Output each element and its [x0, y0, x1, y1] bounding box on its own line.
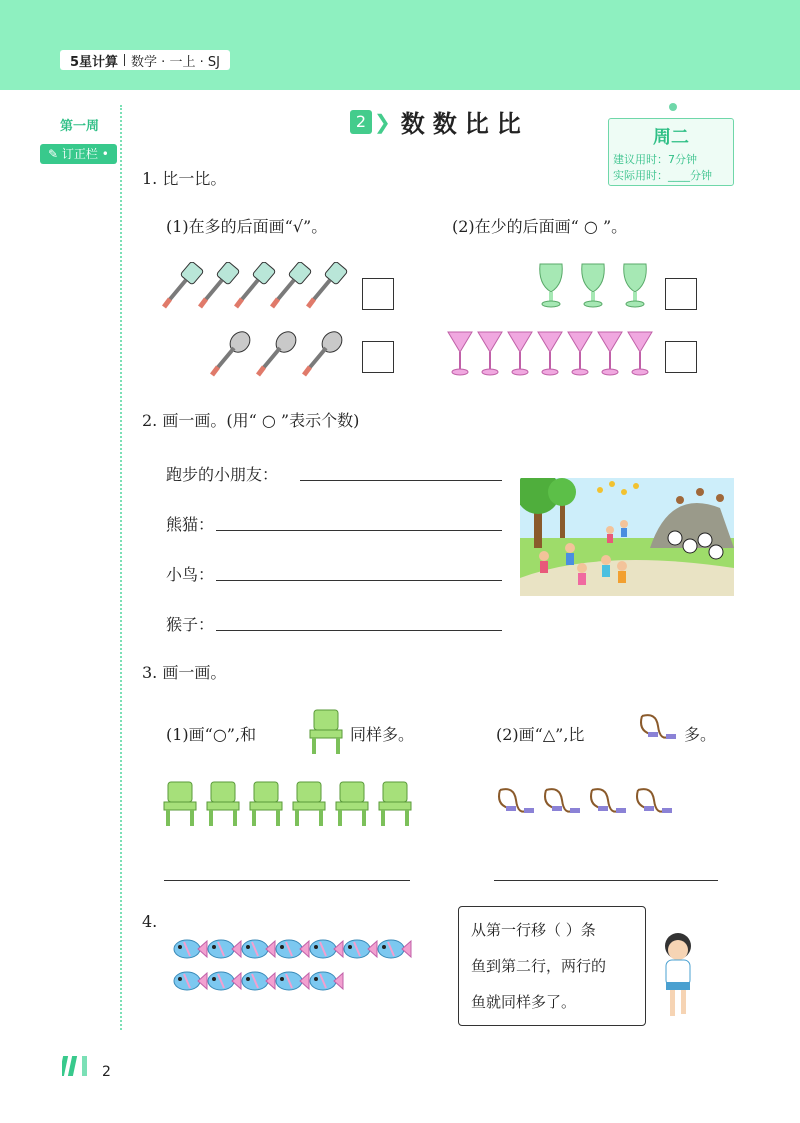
- jump-rope-icon: [494, 786, 536, 824]
- day-card: [608, 118, 734, 186]
- wine-glass-icon: [626, 330, 654, 382]
- q2-label-runners: 跑步的小朋友：: [166, 465, 279, 484]
- goblet-icon: [536, 262, 566, 314]
- fish-icon: [308, 970, 344, 996]
- correction-column-tag: ✎ 订正栏 •: [40, 144, 117, 164]
- fish-icon: [206, 938, 242, 964]
- q2-label-pandas: 熊猫：: [166, 515, 215, 534]
- q2-label-monkeys: 猴子：: [166, 615, 215, 634]
- lesson-number: 2: [350, 110, 372, 134]
- day-label: 周二: [653, 127, 689, 148]
- fish-icon: [274, 938, 310, 964]
- jump-rope-icon: [540, 786, 582, 824]
- answer-box-goblet-2[interactable]: [665, 341, 697, 373]
- q3-part2-before: (2)画“△”,比: [496, 725, 585, 744]
- bubble-line-1: 从第一行移（ ）条: [471, 921, 596, 939]
- wine-glass-icon: [506, 330, 534, 382]
- spoon-icon: [254, 330, 298, 382]
- q1-part1: (1)在多的后面画“√”。: [166, 217, 328, 236]
- chair-icon: [306, 708, 346, 760]
- fish-icon: [172, 970, 208, 996]
- goblet-icon: [578, 262, 608, 314]
- header-band: [0, 0, 800, 90]
- chair-icon: [289, 780, 329, 832]
- chair-icon: [375, 780, 415, 832]
- q3-part1-after: 同样多。: [350, 725, 415, 744]
- chair-icon: [246, 780, 286, 832]
- fish-icon: [308, 938, 344, 964]
- chair-icon: [160, 780, 200, 832]
- lesson-title-text: 数数比比: [400, 109, 529, 138]
- wine-glass-icon: [446, 330, 474, 382]
- answer-line-pandas[interactable]: [216, 530, 502, 531]
- week-label: 第一周: [60, 119, 100, 134]
- bubble-line-2: 鱼到第二行，两行的: [471, 957, 607, 975]
- fish-icon: [240, 970, 276, 996]
- spoon-icon: [300, 330, 344, 382]
- fish-icon: [240, 938, 276, 964]
- speech-bubble: [458, 906, 646, 1026]
- fish-icon: [342, 938, 378, 964]
- book-subtitle: 数学 · 一上 · SJ: [131, 54, 220, 70]
- jump-rope-icon: [586, 786, 628, 824]
- q3-part1-before: (1)画“○”,和: [166, 725, 257, 744]
- brand: 5星计算: [70, 54, 119, 70]
- page-number: 2: [102, 1064, 111, 1080]
- spoon-icon: [208, 330, 252, 382]
- footer-stripes-icon: [62, 1052, 96, 1082]
- q2-label-birds: 小鸟：: [166, 565, 215, 584]
- park-scene-illustration: [520, 478, 734, 596]
- fish-icon: [206, 970, 242, 996]
- chair-icon: [203, 780, 243, 832]
- goblet-icon: [620, 262, 650, 314]
- q2-title: 2. 画一画。(用“ ○ ”表示个数): [142, 411, 360, 430]
- jump-rope-icon: [636, 712, 678, 750]
- bubble-line-3: 鱼就同样多了。: [471, 993, 577, 1011]
- header-pill: [60, 50, 230, 70]
- suggested-time: 建议用时：7分钟: [613, 153, 697, 166]
- fish-icon: [376, 938, 412, 964]
- spatula-icon: [304, 262, 348, 314]
- wine-glass-icon: [536, 330, 564, 382]
- q3-part2-after: 多。: [684, 725, 717, 744]
- chair-icon: [332, 780, 372, 832]
- wine-glass-icon: [596, 330, 624, 382]
- answer-line-triangles[interactable]: [494, 880, 718, 881]
- answer-box-goblet-1[interactable]: [665, 278, 697, 310]
- answer-line-monkeys[interactable]: [216, 630, 502, 631]
- answer-box-spatula-2[interactable]: [362, 341, 394, 373]
- answer-line-circles[interactable]: [164, 880, 410, 881]
- chevron-right-icon: ❯: [374, 109, 391, 134]
- wine-glass-icon: [566, 330, 594, 382]
- answer-box-spatula-1[interactable]: [362, 278, 394, 310]
- correction-label: 订正栏: [61, 147, 98, 161]
- q4-title: 4.: [142, 912, 158, 931]
- q1-part2: (2)在少的后面画“ ○ ”。: [452, 217, 628, 236]
- header-divider: [124, 54, 125, 66]
- lesson-title: [350, 104, 529, 139]
- fish-icon: [172, 938, 208, 964]
- wine-glass-icon: [476, 330, 504, 382]
- girl-illustration: [650, 930, 706, 1026]
- answer-line-runners[interactable]: [300, 480, 502, 481]
- pin-icon: [669, 103, 677, 111]
- q3-title: 3. 画一画。: [142, 663, 227, 682]
- correction-margin-line: [120, 105, 122, 1030]
- answer-line-birds[interactable]: [216, 580, 502, 581]
- fish-icon: [274, 970, 310, 996]
- jump-rope-icon: [632, 786, 674, 824]
- actual-time: 实际用时：____分钟: [613, 169, 712, 182]
- q1-title: 1. 比一比。: [142, 169, 227, 188]
